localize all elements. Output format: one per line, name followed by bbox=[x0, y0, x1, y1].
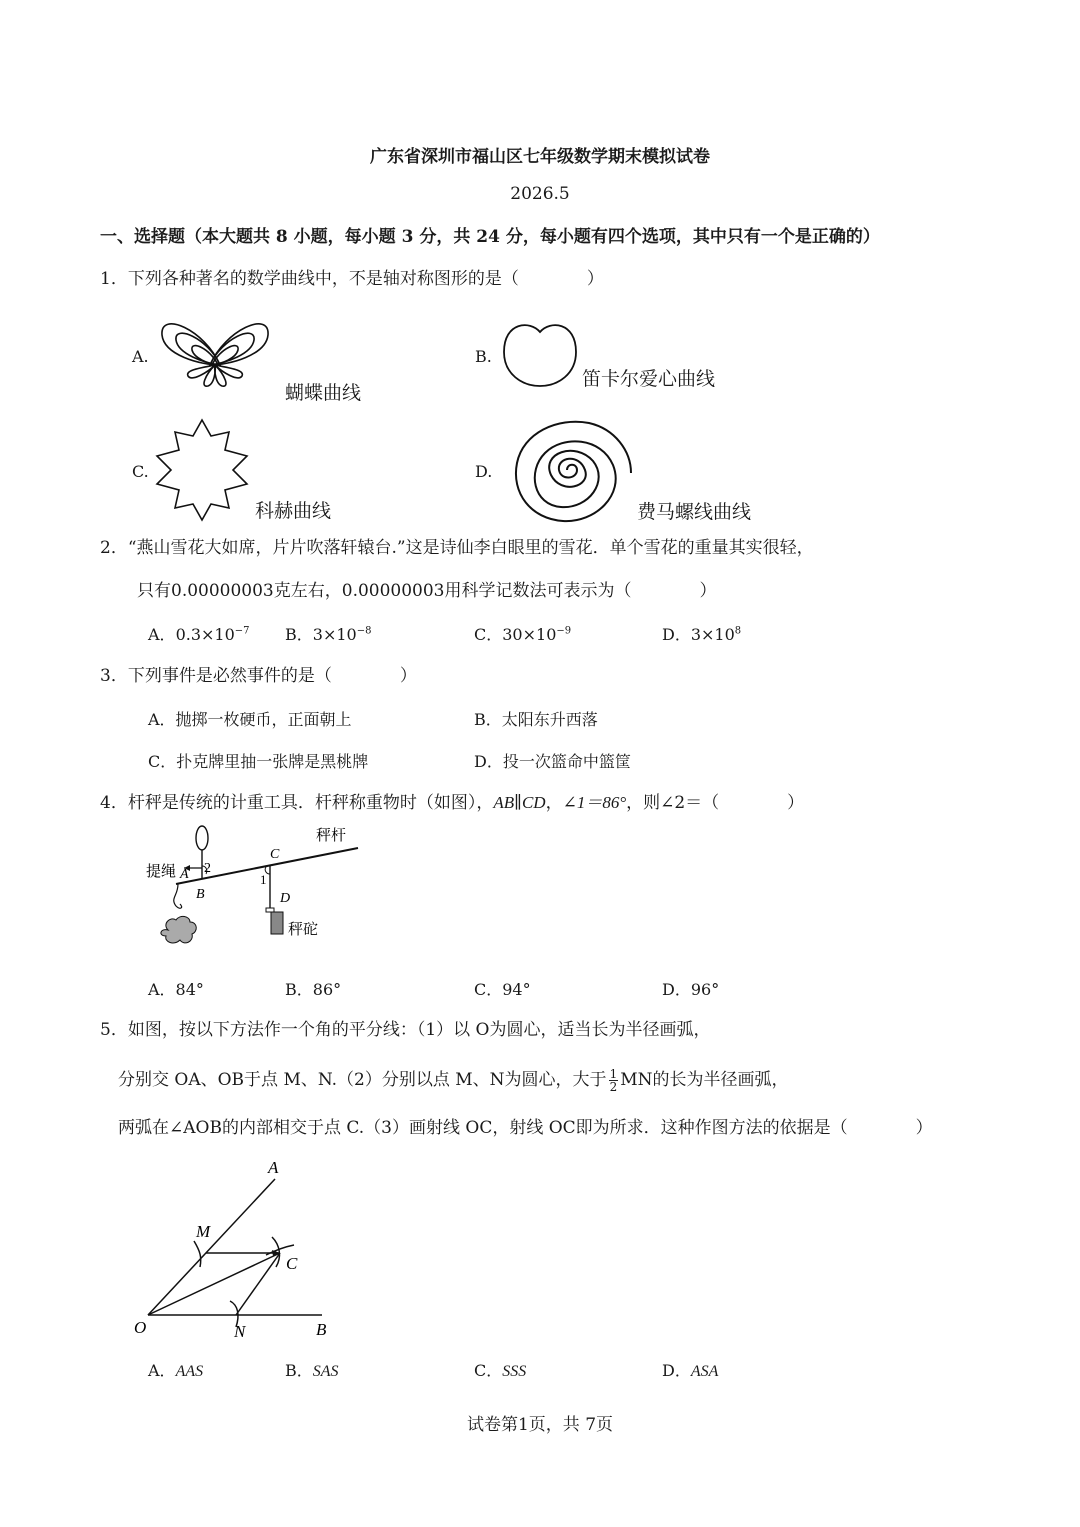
q2-stem-line2: 只有0.00000003克左右，0.00000003用科学记数法可表示为（ ） bbox=[137, 581, 717, 601]
q1-stem: 1．下列各种著名的数学曲线中，不是轴对称图形的是（ ） bbox=[100, 269, 604, 289]
exam-title: 广东省深圳市福山区七年级数学期末模拟试卷 bbox=[370, 147, 710, 167]
angle-2-label: 2 bbox=[204, 861, 211, 876]
q1-option-b-caption: 笛卡尔爱心曲线 bbox=[582, 368, 716, 390]
point-C-label: C bbox=[270, 847, 280, 862]
q4-stem-parallel: AB∥CD bbox=[493, 793, 546, 812]
weight-label: 秤砣 bbox=[288, 920, 319, 938]
q2-option-b-exp: −8 bbox=[356, 625, 372, 637]
q2-option-d-base: 3×10 bbox=[690, 625, 735, 644]
q4-option-d: D．96° bbox=[662, 980, 720, 999]
q5-option-a-value: AAS bbox=[175, 1363, 204, 1380]
q3-option-b: B．太阳东升西落 bbox=[474, 710, 598, 729]
point-N-label: N bbox=[234, 1322, 246, 1341]
q5-option-d bbox=[662, 1358, 718, 1381]
q5-option-a-letter: A． bbox=[148, 1361, 176, 1380]
q5-option-c-value: SSS bbox=[502, 1363, 527, 1380]
q2-option-c bbox=[474, 622, 571, 645]
q2-option-b-base: 3×10 bbox=[312, 625, 357, 644]
q4-option-b: B．86° bbox=[285, 980, 342, 999]
q2-stem-line1: 2．“燕山雪花大如席，片片吹落轩辕台.”这是诗仙李白眼里的雪花．单个雪花的重量其实很轻， bbox=[100, 538, 814, 558]
q2-option-d-exp: 8 bbox=[734, 625, 742, 637]
q4-option-c: C．94° bbox=[474, 980, 531, 999]
q1-option-d-caption: 费马螺线曲线 bbox=[637, 501, 752, 523]
q5-option-d-value: ASA bbox=[690, 1363, 719, 1380]
point-O-label: O bbox=[134, 1318, 147, 1337]
point-A-label-q5: A bbox=[268, 1158, 279, 1177]
exam-date: 2026.5 bbox=[510, 184, 570, 204]
point-D-label: D bbox=[280, 891, 291, 906]
q5-option-b-letter: B． bbox=[285, 1361, 313, 1380]
q5-option-b-value: SAS bbox=[312, 1363, 339, 1380]
q2-option-a-letter: A． bbox=[148, 625, 176, 644]
q4-stem-b: ， bbox=[545, 793, 563, 813]
steelyard-figure bbox=[140, 820, 370, 965]
q4-stem-a: 4．杆秤是传统的计重工具．杆秤称重物时（如图）， bbox=[100, 793, 494, 813]
page-footer: 试卷第1页，共 7页 bbox=[466, 1415, 614, 1435]
butterfly-curve-figure bbox=[150, 310, 270, 390]
q5-line1: 5．如图，按以下方法作一个角的平分线：（1）以 O为圆心，适当长为半径画弧， bbox=[100, 1020, 711, 1040]
q2-option-b-letter: B． bbox=[285, 625, 313, 644]
q5-half-fraction bbox=[609, 1068, 619, 1093]
q3-option-a: A．抛掷一枚硬币，正面朝上 bbox=[148, 710, 352, 729]
q3-option-c: C．扑克牌里抽一张牌是黑桃牌 bbox=[148, 752, 369, 771]
q5-option-d-letter: D． bbox=[662, 1361, 691, 1380]
q1-option-c-caption: 科赫曲线 bbox=[255, 500, 332, 522]
q4-stem bbox=[100, 792, 804, 814]
point-B-label: B bbox=[196, 887, 205, 902]
q2-option-d bbox=[662, 622, 741, 645]
q5-option-a bbox=[148, 1358, 203, 1381]
q2-option-d-letter: D． bbox=[662, 625, 691, 644]
q2-option-b bbox=[285, 622, 371, 645]
angle-bisector-figure bbox=[130, 1155, 350, 1345]
q1-option-b-letter: B. bbox=[475, 347, 492, 366]
q4-stem-angle1: ∠1＝86° bbox=[562, 793, 627, 812]
bar-label: 秤杆 bbox=[316, 826, 347, 844]
fermat-spiral-figure bbox=[505, 415, 635, 525]
q5-line2-a: 分别交 OA、OB于点 M、N.（2）分别以点 M、N为圆心，大于 bbox=[118, 1070, 607, 1090]
q2-option-c-letter: C． bbox=[474, 625, 503, 644]
q3-option-d: D．投一次篮命中篮筐 bbox=[474, 752, 631, 771]
q1-option-a-letter: A. bbox=[132, 347, 149, 366]
q5-option-b bbox=[285, 1358, 339, 1381]
section-heading: 一、选择题（本大题共 8 小题，每小题 3 分，共 24 分，每小题有四个选项，其中只有一个是正确的） bbox=[100, 227, 880, 247]
q4-option-a: A．84° bbox=[148, 980, 204, 999]
point-C-label-q5: C bbox=[286, 1254, 298, 1273]
q5-line3: 两弧在∠AOB的内部相交于点 C.（3）画射线 OC，射线 OC即为所求．这种作图方法的依据是（ ） bbox=[118, 1118, 933, 1138]
q2-option-a bbox=[148, 622, 250, 645]
point-M-label: M bbox=[196, 1222, 211, 1241]
point-B-label-q5: B bbox=[316, 1320, 327, 1339]
koch-snowflake-figure bbox=[155, 418, 250, 522]
q3-stem: 3．下列事件是必然事件的是（ ） bbox=[100, 666, 417, 686]
cardioid-heart-figure bbox=[500, 318, 580, 390]
q2-option-c-base: 30×10 bbox=[502, 625, 557, 644]
q4-stem-c: ，则∠2＝（ ） bbox=[626, 793, 805, 813]
rope-label: 提绳 bbox=[146, 862, 177, 880]
q1-option-d-letter: D. bbox=[475, 462, 493, 481]
q1-option-c-letter: C. bbox=[132, 462, 149, 481]
angle-1-label: 1 bbox=[260, 872, 267, 887]
point-A-label: A bbox=[180, 867, 189, 882]
q5-option-c bbox=[474, 1358, 526, 1381]
q2-option-a-base: 0.3×10 bbox=[175, 625, 235, 644]
q2-option-a-exp: −7 bbox=[234, 625, 250, 637]
q1-option-a-caption: 蝴蝶曲线 bbox=[285, 382, 362, 404]
q5-option-c-letter: C． bbox=[474, 1361, 503, 1380]
q5-line2 bbox=[118, 1068, 789, 1093]
q2-option-c-exp: −9 bbox=[556, 625, 572, 637]
fraction-denominator: 2 bbox=[609, 1080, 618, 1094]
fraction-numerator: 1 bbox=[609, 1067, 618, 1081]
q5-line2-b: MN的长为半径画弧， bbox=[620, 1070, 789, 1090]
